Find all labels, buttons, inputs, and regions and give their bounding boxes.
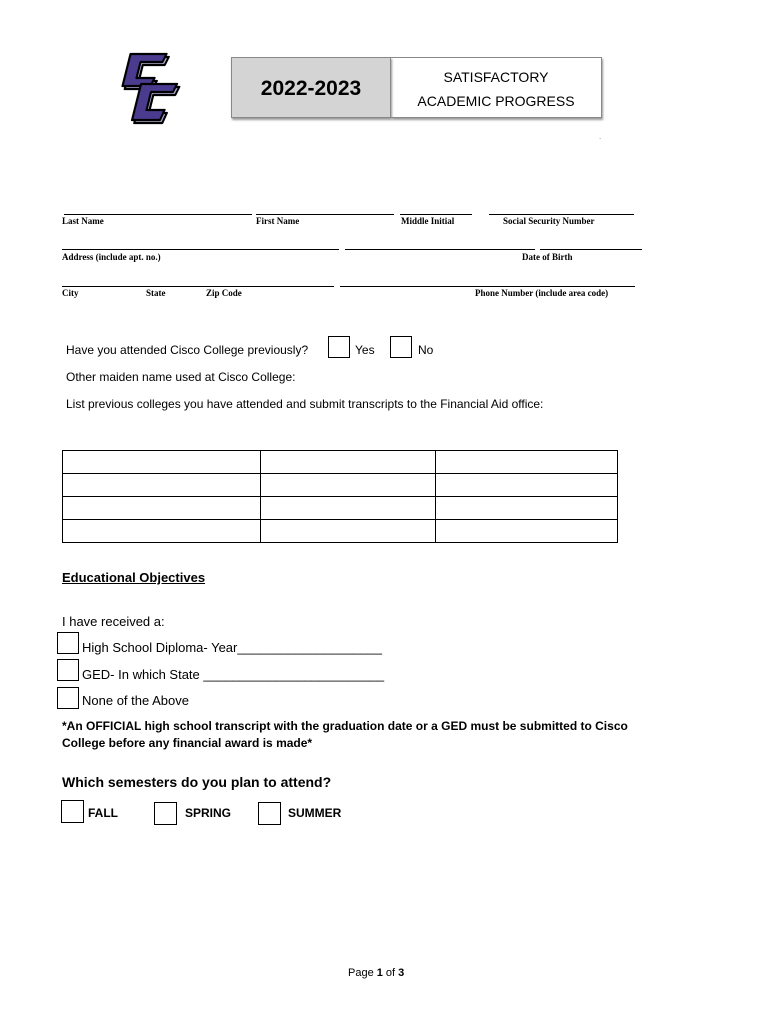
table-cell[interactable] <box>436 520 618 543</box>
ged-checkbox[interactable] <box>57 659 79 681</box>
table-cell[interactable] <box>260 520 436 543</box>
transcript-note-line-2: College before any financial award is made* <box>62 736 313 750</box>
semesters-question: Which semesters do you plan to attend? <box>62 774 332 790</box>
attended-yes-label: Yes <box>355 343 375 357</box>
table-cell[interactable] <box>260 474 436 497</box>
date-of-birth-label: Date of Birth <box>522 252 573 262</box>
middle-initial-label: Middle Initial <box>401 216 455 226</box>
page-number <box>348 967 404 979</box>
table-row <box>63 474 618 497</box>
form-title-box <box>391 57 602 118</box>
fall-label: FALL <box>88 806 118 820</box>
page-prefix: Page <box>348 967 377 979</box>
page-of: of <box>382 967 399 979</box>
table-row <box>63 497 618 520</box>
spring-checkbox[interactable] <box>154 802 177 825</box>
received-label: I have received a: <box>62 614 165 629</box>
stray-mark: . <box>599 132 602 141</box>
address-line-2[interactable] <box>345 249 535 250</box>
attended-yes-checkbox[interactable] <box>328 336 350 358</box>
none-option: None of the Above <box>82 693 189 708</box>
city-state-zip-line[interactable] <box>62 286 334 287</box>
first-name-label: First Name <box>256 216 300 226</box>
table-cell[interactable] <box>436 497 618 520</box>
table-cell[interactable] <box>260 497 436 520</box>
table-cell[interactable] <box>63 474 261 497</box>
table-cell[interactable] <box>63 451 261 474</box>
page-current: 1 <box>376 967 383 979</box>
last-name-label: Last Name <box>62 216 104 226</box>
attended-question: Have you attended Cisco College previously? <box>66 343 309 357</box>
ssn-label: Social Security Number <box>503 216 595 226</box>
maiden-name-question: Other maiden name used at Cisco College: <box>66 370 296 384</box>
table-cell[interactable] <box>63 520 261 543</box>
transcript-note-line-1: *An OFFICIAL high school transcript with the graduation date or a GED must be submitted to Cisco <box>62 719 628 733</box>
last-name-line[interactable] <box>64 214 252 215</box>
attended-no-checkbox[interactable] <box>390 336 412 358</box>
table-cell[interactable] <box>63 497 261 520</box>
school-year: 2022-2023 <box>260 77 362 100</box>
school-year-box <box>231 57 391 118</box>
educational-objectives-heading: Educational Objectives <box>62 570 206 585</box>
summer-label: SUMMER <box>288 806 342 820</box>
address-line[interactable] <box>62 249 339 250</box>
table-cell[interactable] <box>436 474 618 497</box>
table-row <box>63 520 618 543</box>
logo-letter-c-lower-fill <box>132 84 177 120</box>
page-total: 3 <box>398 967 405 979</box>
address-label: Address (include apt. no.) <box>62 252 161 262</box>
ged-option: GED- In which State _________________________ <box>82 667 385 682</box>
table-cell[interactable] <box>436 451 618 474</box>
phone-number-line[interactable] <box>340 286 635 287</box>
form-title-line-1: SATISFACTORY <box>443 69 549 85</box>
form-title-line-2: ACADEMIC PROGRESS <box>417 93 575 109</box>
attended-no-label: No <box>418 343 434 357</box>
logo-letter-c-upper-fill <box>123 54 167 86</box>
summer-checkbox[interactable] <box>258 802 281 825</box>
previous-colleges-table <box>62 450 618 543</box>
cisco-college-logo <box>108 48 196 130</box>
fall-checkbox[interactable] <box>61 800 84 823</box>
none-checkbox[interactable] <box>57 687 79 709</box>
table-cell[interactable] <box>260 451 436 474</box>
zip-code-label: Zip Code <box>206 288 242 298</box>
table-row <box>63 451 618 474</box>
ssn-line[interactable] <box>489 214 634 215</box>
phone-number-label: Phone Number (include area code) <box>475 288 609 298</box>
city-label: City <box>62 288 79 298</box>
diploma-option: High School Diploma- Year____________________ <box>82 640 382 655</box>
middle-initial-line[interactable] <box>400 214 472 215</box>
first-name-line[interactable] <box>256 214 394 215</box>
date-of-birth-line[interactable] <box>540 249 642 250</box>
state-label: State <box>146 288 166 298</box>
previous-colleges-question: List previous colleges you have attended and submit transcripts to the Financial Aid office: <box>66 397 544 411</box>
spring-label: SPRING <box>185 806 232 820</box>
diploma-checkbox[interactable] <box>57 632 79 654</box>
